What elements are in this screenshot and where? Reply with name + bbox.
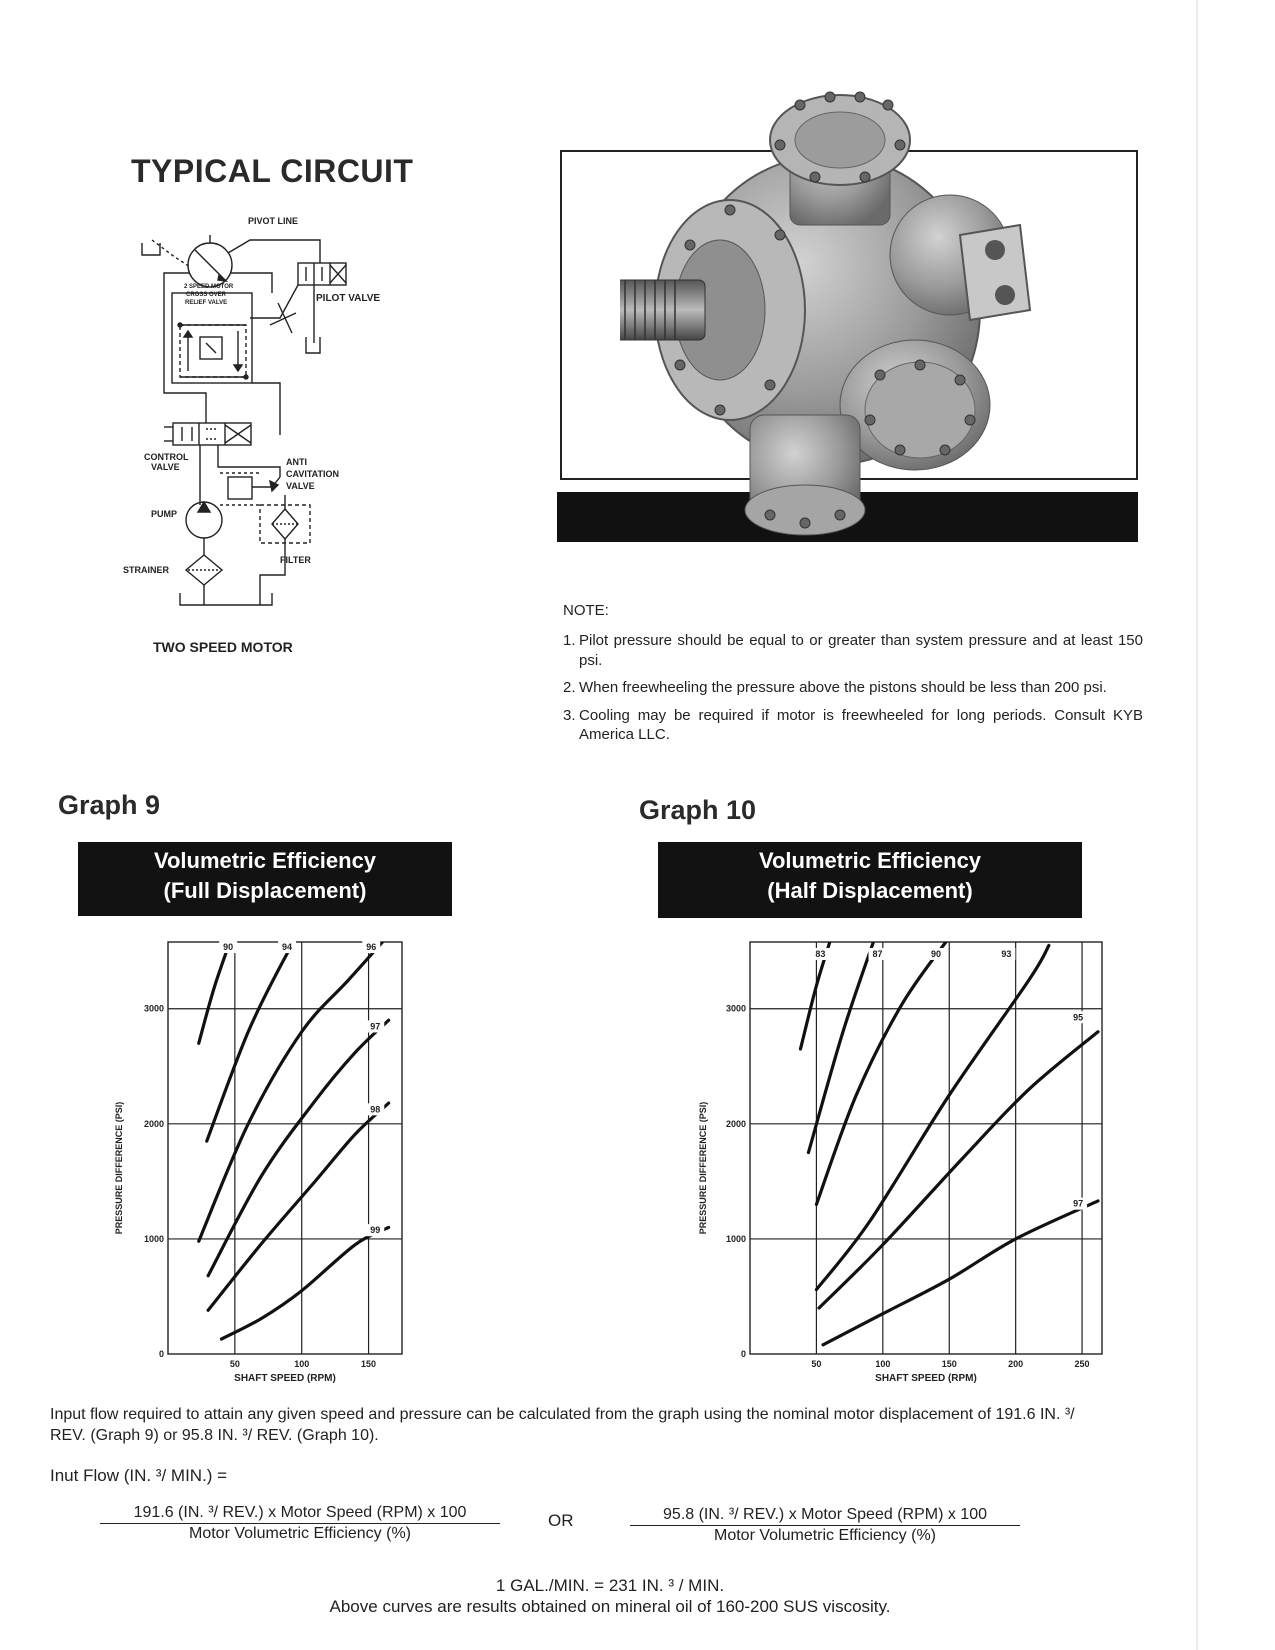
- graph9-ytick-label: 3000: [143, 1003, 164, 1014]
- graph10-chart: [698, 934, 1102, 1384]
- graph9-curve-94: [207, 905, 315, 1141]
- label-pump: PUMP: [151, 509, 178, 519]
- graph10-curve-label-93: 93: [1001, 948, 1012, 959]
- note-item-text: Cooling may be required if motor is freewheeled for long periods. Consult KYB America LLC.: [579, 706, 1143, 743]
- note-item-text: When freewheeling the pressure above the pistons should be less than 200 psi.: [579, 679, 1107, 696]
- graph10-curve-label-90: 90: [930, 948, 941, 959]
- graph10-xtick-label: 150: [941, 1359, 957, 1369]
- graph10-ytick-label: 3000: [725, 1003, 746, 1014]
- graph9-curve-label-94: 94: [281, 942, 293, 953]
- formula-graph9-numerator: 191.6 (IN. ³/ REV.) x Motor Speed (RPM) x 100: [133, 1504, 467, 1521]
- input-flow-intro: Input flow required to attain any given speed and pressure can be calculated from the graph using the nominal motor displacement of 191.6 IN. ³/ REV. (Graph 9) or 95.8 IN. ³/ REV. (Graph 10).: [50, 1406, 1075, 1444]
- note-item-number: 1.: [563, 632, 576, 649]
- graph10-curve-93: [816, 945, 1048, 1289]
- graph10-curve-label-83: 83: [815, 948, 826, 959]
- formula-graph9-denominator: Motor Volumetric Efficiency (%): [189, 1525, 411, 1542]
- graph10-curve-97: [823, 1198, 1098, 1345]
- flow-label: Inut Flow (IN. ³/ MIN.) =: [50, 1466, 228, 1485]
- graph9-xtick-label: 50: [229, 1359, 240, 1369]
- note-item-number: 3.: [563, 706, 576, 724]
- graph9-ytick-label: 1000: [143, 1233, 164, 1244]
- viscosity-footnote: Above curves are results obtained on mineral oil of 160-200 SUS viscosity.: [329, 1597, 891, 1616]
- graph10-curve-87: [808, 934, 876, 1153]
- graph10-xtick-label: 250: [1074, 1359, 1090, 1369]
- graph10-curve-90: [816, 934, 951, 1204]
- graph9-chart: [114, 905, 402, 1384]
- graph9-curve-label-90: 90: [223, 942, 234, 953]
- label-pilot-valve: PILOT VALVE: [316, 293, 381, 304]
- graph9-xtick-label: 150: [361, 1359, 377, 1369]
- graph10-ytick-label: 1000: [725, 1233, 746, 1244]
- graph10-xtick-label: 50: [811, 1359, 822, 1369]
- graph10-curve-label-97: 97: [1073, 1198, 1084, 1209]
- graph9-curve-99: [221, 1227, 388, 1339]
- label-control-1: CONTROL: [144, 452, 189, 462]
- formula-graph9: [100, 1504, 500, 1543]
- graph9-curve-label-99: 99: [370, 1225, 381, 1236]
- graph10-ytick-label: 2000: [725, 1118, 746, 1129]
- label-motor-2: CROSS OVER: [186, 292, 227, 298]
- graph9-curve-label-97: 97: [370, 1021, 381, 1032]
- label-motor-1: 2 SPEED MOTOR: [184, 284, 234, 290]
- note-heading: NOTE:: [563, 602, 609, 619]
- graph10-ytick-label: 0: [740, 1349, 746, 1359]
- graph10-curve-95: [819, 1032, 1098, 1308]
- graph10-heading: Graph 10: [639, 795, 757, 825]
- graph10-xtick-label: 200: [1008, 1359, 1024, 1369]
- note-item-text: Pilot pressure should be equal to or greater than system pressure and at least 150 psi.: [579, 632, 1143, 669]
- formula-graph10: [630, 1506, 1020, 1545]
- graph9-curve-label-98: 98: [370, 1104, 381, 1115]
- label-anti-3: VALVE: [286, 481, 315, 491]
- graph9-xtick-label: 100: [294, 1359, 310, 1369]
- graph9-heading: Graph 9: [58, 790, 161, 820]
- label-strainer: STRAINER: [123, 565, 170, 575]
- graph10-banner-line2: (Half Displacement): [767, 878, 973, 903]
- graph9-y-axis-title: PRESSURE DIFFERENCE (PSI): [114, 1101, 124, 1235]
- label-anti-1: ANTI: [286, 457, 307, 467]
- note-item-number: 2.: [563, 679, 576, 696]
- graph9-plot-frame: [168, 942, 402, 1354]
- graph9-ytick-label: 2000: [143, 1118, 164, 1129]
- circuit-caption: TWO SPEED MOTOR: [153, 639, 293, 655]
- graph9-banner-line2: (Full Displacement): [163, 878, 367, 903]
- graph10-x-axis-title: SHAFT SPEED (RPM): [875, 1373, 977, 1384]
- label-anti-2: CAVITATION: [286, 469, 339, 479]
- graph10-y-axis-title: PRESSURE DIFFERENCE (PSI): [698, 1101, 708, 1235]
- circuit-title: TYPICAL CIRCUIT: [131, 153, 414, 189]
- graph9-banner-line1: Volumetric Efficiency: [153, 848, 377, 873]
- formula-graph10-denominator: Motor Volumetric Efficiency (%): [714, 1527, 936, 1544]
- formula-graph10-numerator: 95.8 (IN. ³/ REV.) x Motor Speed (RPM) x 100: [663, 1506, 987, 1523]
- label-pivot-line: PIVOT LINE: [248, 216, 299, 226]
- graph10-xtick-label: 100: [875, 1359, 891, 1369]
- conversion-text: 1 GAL./MIN. = 231 IN. ³ / MIN.: [495, 1576, 725, 1595]
- formula-or: OR: [548, 1511, 574, 1530]
- graph9-curve-label-96: 96: [366, 942, 377, 953]
- graph9-x-axis-title: SHAFT SPEED (RPM): [234, 1373, 336, 1384]
- graph10-curve-label-95: 95: [1073, 1012, 1084, 1023]
- graph10-curve-label-87: 87: [872, 948, 883, 959]
- label-motor-3: RELIEF VALVE: [185, 300, 228, 306]
- graph10-banner-line1: Volumetric Efficiency: [758, 848, 982, 873]
- graph9-ytick-label: 0: [158, 1349, 164, 1359]
- label-filter: FILTER: [280, 555, 311, 565]
- conversion-block: [200, 1575, 1020, 1617]
- label-control-2: VALVE: [151, 462, 180, 472]
